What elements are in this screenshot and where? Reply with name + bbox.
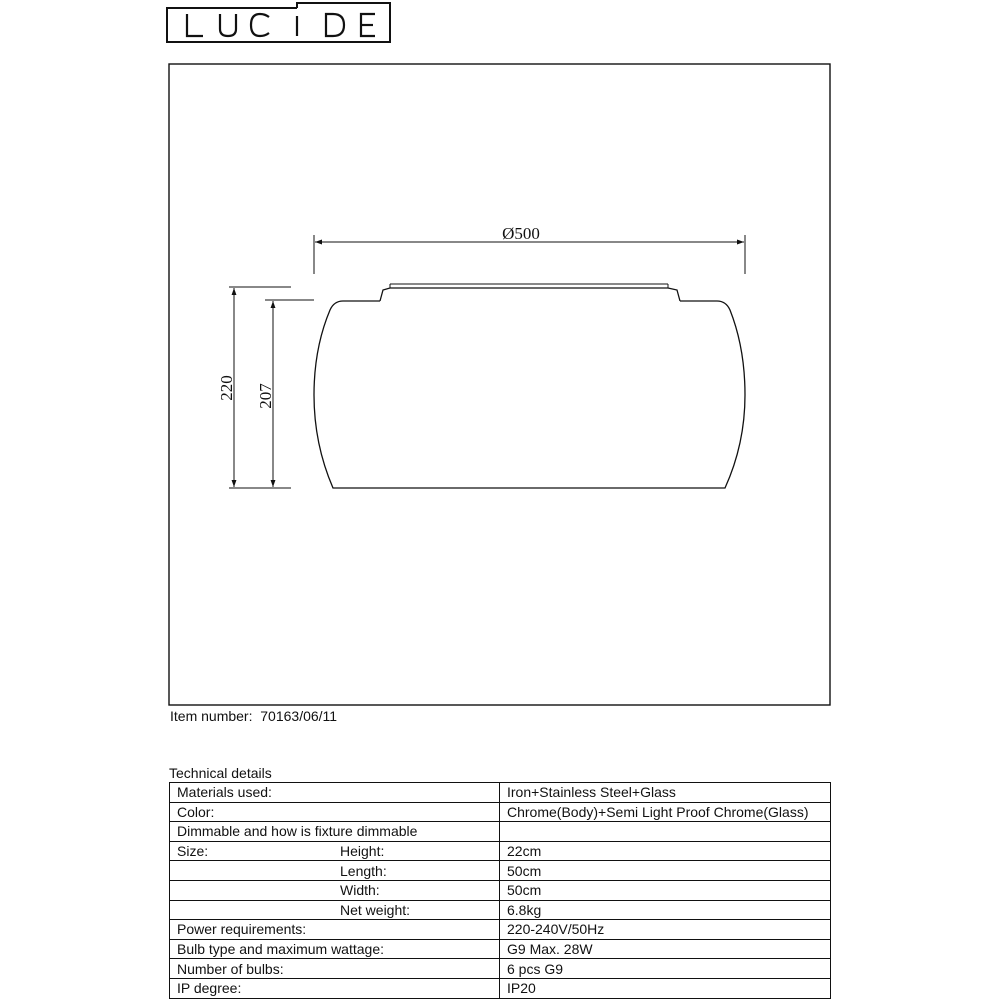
spec-label: Materials used:	[170, 783, 500, 803]
technical-details-title: Technical details	[169, 765, 272, 781]
table-row	[170, 939, 831, 959]
spec-label: Color:	[170, 802, 500, 822]
table-row	[170, 959, 831, 979]
spec-value: 220-240V/50Hz	[500, 920, 831, 940]
spec-value: 6.8kg	[500, 900, 831, 920]
spec-value: 50cm	[500, 861, 831, 881]
spec-sublabel: Length:	[340, 862, 387, 879]
spec-value: Iron+Stainless Steel+Glass	[500, 783, 831, 803]
spec-value: Chrome(Body)+Semi Light Proof Chrome(Glass)	[500, 802, 831, 822]
table-row	[170, 900, 831, 920]
spec-sublabel: Height:	[340, 843, 385, 860]
table-row	[170, 920, 831, 940]
height-inner-label: 207	[256, 383, 275, 409]
spec-value: 50cm	[500, 880, 831, 900]
spec-label: Bulb type and maximum wattage:	[170, 939, 500, 959]
spec-value: G9 Max. 28W	[500, 939, 831, 959]
item-number-label: Item number:	[170, 708, 253, 724]
table-row	[170, 841, 831, 861]
diameter-label: Ø500	[502, 224, 540, 243]
spec-value: 22cm	[500, 841, 831, 861]
fixture-outline	[314, 284, 745, 488]
spec-sublabel: Net weight:	[340, 901, 411, 918]
spec-sublabel: Width:	[340, 882, 380, 899]
spec-value: IP20	[500, 978, 831, 998]
table-row	[170, 783, 831, 803]
item-number	[170, 708, 337, 724]
item-number-value: 70163/06/11	[260, 708, 338, 724]
technical-details-table	[169, 782, 831, 999]
table-row	[170, 861, 831, 881]
spec-value	[500, 822, 831, 842]
spec-label: IP degree:	[170, 978, 500, 998]
spec-label: Size:	[177, 843, 209, 860]
spec-label: Number of bulbs:	[170, 959, 500, 979]
table-row	[170, 978, 831, 998]
table-row	[170, 822, 831, 842]
height-outer-label: 220	[217, 375, 236, 401]
spec-label: Dimmable and how is fixture dimmable	[170, 822, 500, 842]
spec-label: Power requirements:	[170, 920, 500, 940]
table-row	[170, 880, 831, 900]
spec-value: 6 pcs G9	[500, 959, 831, 979]
table-row	[170, 802, 831, 822]
